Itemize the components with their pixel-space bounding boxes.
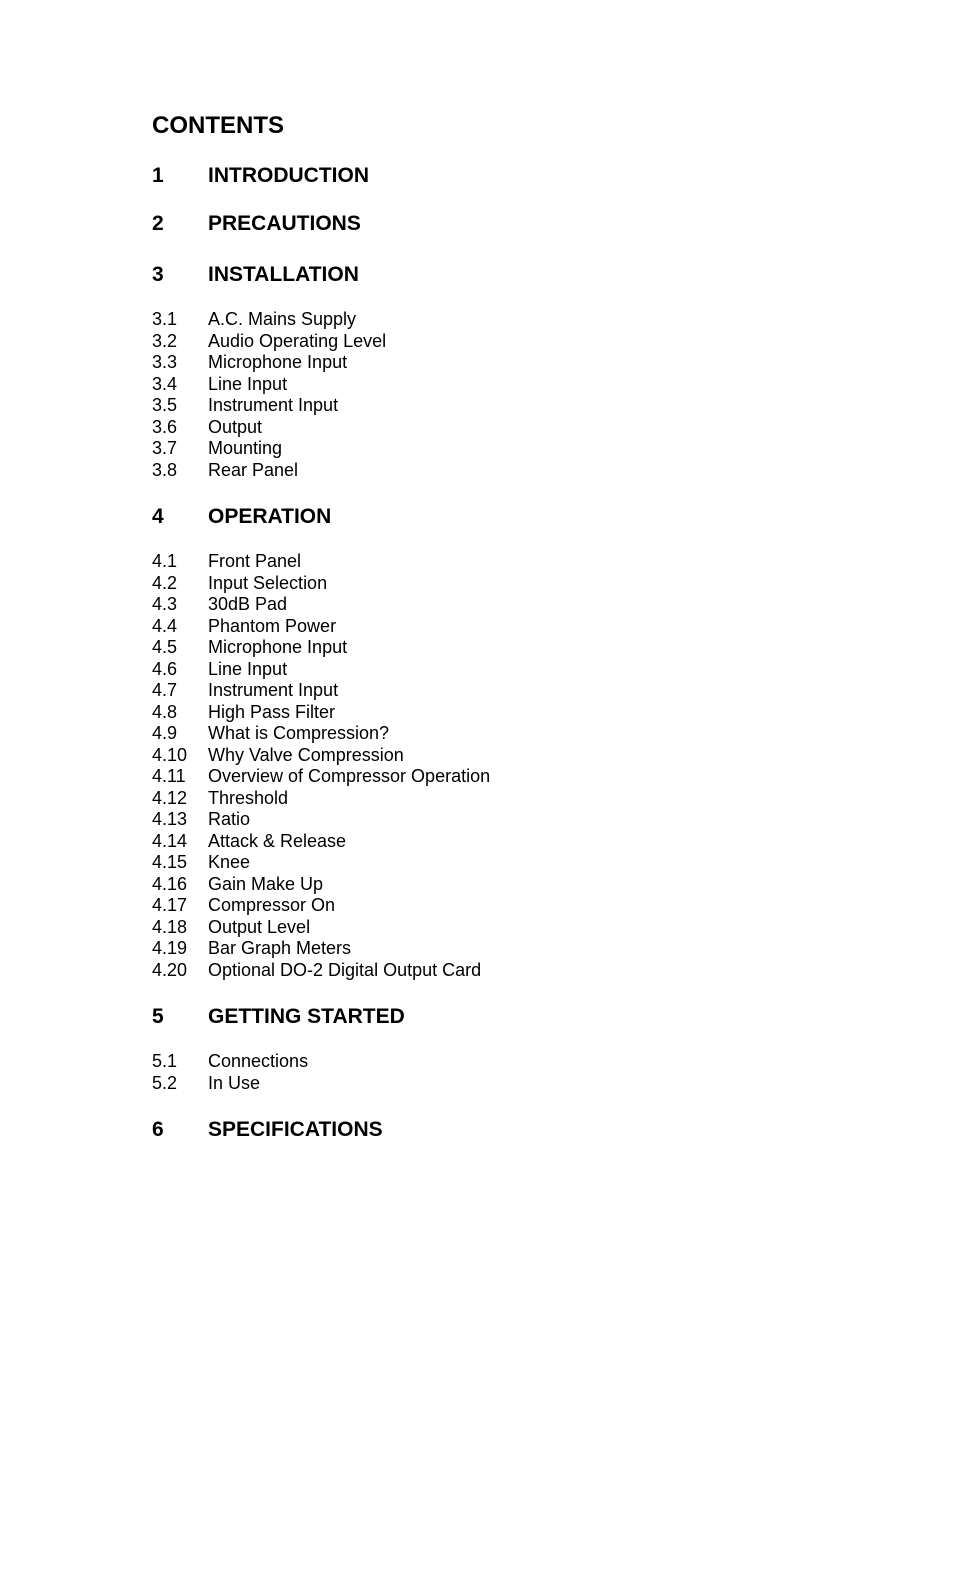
section-heading <box>152 503 852 531</box>
section-title: PRECAUTIONS <box>208 212 361 235</box>
list-item <box>152 874 852 896</box>
subsection-title: Microphone Input <box>208 637 348 657</box>
subsection-number: 5.2 <box>152 1072 178 1093</box>
section-number: 2 <box>152 212 164 235</box>
list-item <box>152 460 852 482</box>
section-precautions <box>152 210 852 238</box>
list-item <box>152 1051 852 1073</box>
list-item <box>152 374 852 396</box>
subsection-title: Instrument Input <box>208 680 339 700</box>
subsection-number: 4.19 <box>152 938 188 958</box>
list-item <box>152 788 852 810</box>
list-item <box>152 594 852 616</box>
section-heading <box>152 162 852 190</box>
section-heading <box>152 210 852 238</box>
subsection-number: 4.20 <box>152 959 188 980</box>
section-number: 3 <box>152 263 164 286</box>
subsection-title: Optional DO-2 Digital Output Card <box>208 959 482 980</box>
list-item <box>152 395 852 417</box>
subsection-list <box>152 1051 852 1094</box>
subsection-number: 4.10 <box>152 744 188 765</box>
subsection-title: Rear Panel <box>208 459 299 480</box>
subsection-title: Threshold <box>208 787 289 808</box>
subsection-number: 4.17 <box>152 895 188 915</box>
list-item <box>152 551 852 573</box>
subsection-number: 4.11 <box>152 766 186 786</box>
list-item <box>152 809 852 831</box>
subsection-title: What is Compression? <box>208 723 390 743</box>
subsection-title: Mounting <box>208 438 283 458</box>
subsection-number: 3.3 <box>152 352 178 372</box>
subsection-title: Phantom Power <box>208 615 337 636</box>
subsection-title: Why Valve Compression <box>208 744 404 765</box>
list-item <box>152 352 852 374</box>
subsection-number: 4.12 <box>152 787 188 808</box>
subsection-title: Line Input <box>208 658 288 679</box>
subsection-title: Line Input <box>208 373 288 394</box>
subsection-number: 4.18 <box>152 916 188 937</box>
subsection-number: 3.2 <box>152 330 178 351</box>
list-item <box>152 659 852 681</box>
list-item <box>152 331 852 353</box>
list-item <box>152 723 852 745</box>
subsection-list <box>152 551 852 981</box>
section-title: SPECIFICATIONS <box>208 1118 383 1141</box>
list-item <box>152 831 852 853</box>
subsection-number: 4.15 <box>152 852 188 872</box>
section-title: INTRODUCTION <box>208 164 369 187</box>
subsection-number: 4.2 <box>152 572 178 593</box>
list-item <box>152 766 852 788</box>
list-item <box>152 417 852 439</box>
section-title: GETTING STARTED <box>208 1005 405 1028</box>
subsection-number: 4.13 <box>152 809 188 829</box>
subsection-number: 4.6 <box>152 658 178 679</box>
section-heading <box>152 1116 852 1144</box>
subsection-number: 3.5 <box>152 395 178 415</box>
subsection-number: 3.6 <box>152 416 178 437</box>
subsection-number: 4.1 <box>152 551 178 571</box>
list-item <box>152 680 852 702</box>
subsection-title: Gain Make Up <box>208 873 324 894</box>
subsection-number: 3.7 <box>152 438 178 458</box>
subsection-title: Input Selection <box>208 572 328 593</box>
subsection-title: High Pass Filter <box>208 701 336 722</box>
section-heading <box>152 261 852 289</box>
subsection-number: 4.9 <box>152 723 178 743</box>
list-item <box>152 702 852 724</box>
section-title: OPERATION <box>208 505 332 528</box>
subsection-title: A.C. Mains Supply <box>208 309 357 329</box>
subsection-list <box>152 309 852 481</box>
subsection-title: Front Panel <box>208 551 302 571</box>
subsection-number: 4.5 <box>152 637 178 657</box>
page-title: CONTENTS <box>152 112 284 139</box>
subsection-title: Knee <box>208 852 251 872</box>
subsection-number: 5.1 <box>152 1051 178 1071</box>
section-title: INSTALLATION <box>208 263 359 286</box>
subsection-title: Overview of Compressor Operation <box>208 766 491 786</box>
list-item <box>152 1073 852 1095</box>
subsection-title: Microphone Input <box>208 352 348 372</box>
subsection-number: 4.16 <box>152 873 188 894</box>
section-operation <box>152 503 852 981</box>
subsection-title: Audio Operating Level <box>208 330 387 351</box>
subsection-title: 30dB Pad <box>208 594 288 614</box>
subsection-number: 4.8 <box>152 701 178 722</box>
section-heading <box>152 1003 852 1031</box>
section-specifications <box>152 1116 852 1144</box>
list-item <box>152 616 852 638</box>
subsection-title: Instrument Input <box>208 395 339 415</box>
subsection-number: 3.8 <box>152 459 178 480</box>
list-item <box>152 895 852 917</box>
subsection-title: Ratio <box>208 809 251 829</box>
list-item <box>152 309 852 331</box>
section-number: 1 <box>152 164 164 187</box>
subsection-title: In Use <box>208 1072 261 1093</box>
subsection-number: 4.4 <box>152 615 178 636</box>
subsection-number: 3.1 <box>152 309 178 329</box>
subsection-title: Compressor On <box>208 895 336 915</box>
list-item <box>152 960 852 982</box>
list-item <box>152 745 852 767</box>
section-number: 6 <box>152 1118 164 1141</box>
section-number: 4 <box>152 505 164 528</box>
list-item <box>152 852 852 874</box>
list-item <box>152 938 852 960</box>
subsection-title: Attack & Release <box>208 830 347 851</box>
subsection-title: Bar Graph Meters <box>208 938 352 958</box>
list-item <box>152 917 852 939</box>
list-item <box>152 438 852 460</box>
subsection-number: 4.14 <box>152 830 188 851</box>
subsection-title: Output Level <box>208 916 311 937</box>
subsection-number: 4.7 <box>152 680 178 700</box>
contents-page <box>152 108 852 1144</box>
subsection-title: Output <box>208 416 263 437</box>
section-installation <box>152 261 852 481</box>
list-item <box>152 637 852 659</box>
section-introduction <box>152 162 852 190</box>
subsection-number: 4.3 <box>152 594 178 614</box>
subsection-number: 3.4 <box>152 373 178 394</box>
list-item <box>152 573 852 595</box>
subsection-title: Connections <box>208 1051 309 1071</box>
section-number: 5 <box>152 1005 164 1028</box>
section-getting-started <box>152 1003 852 1094</box>
